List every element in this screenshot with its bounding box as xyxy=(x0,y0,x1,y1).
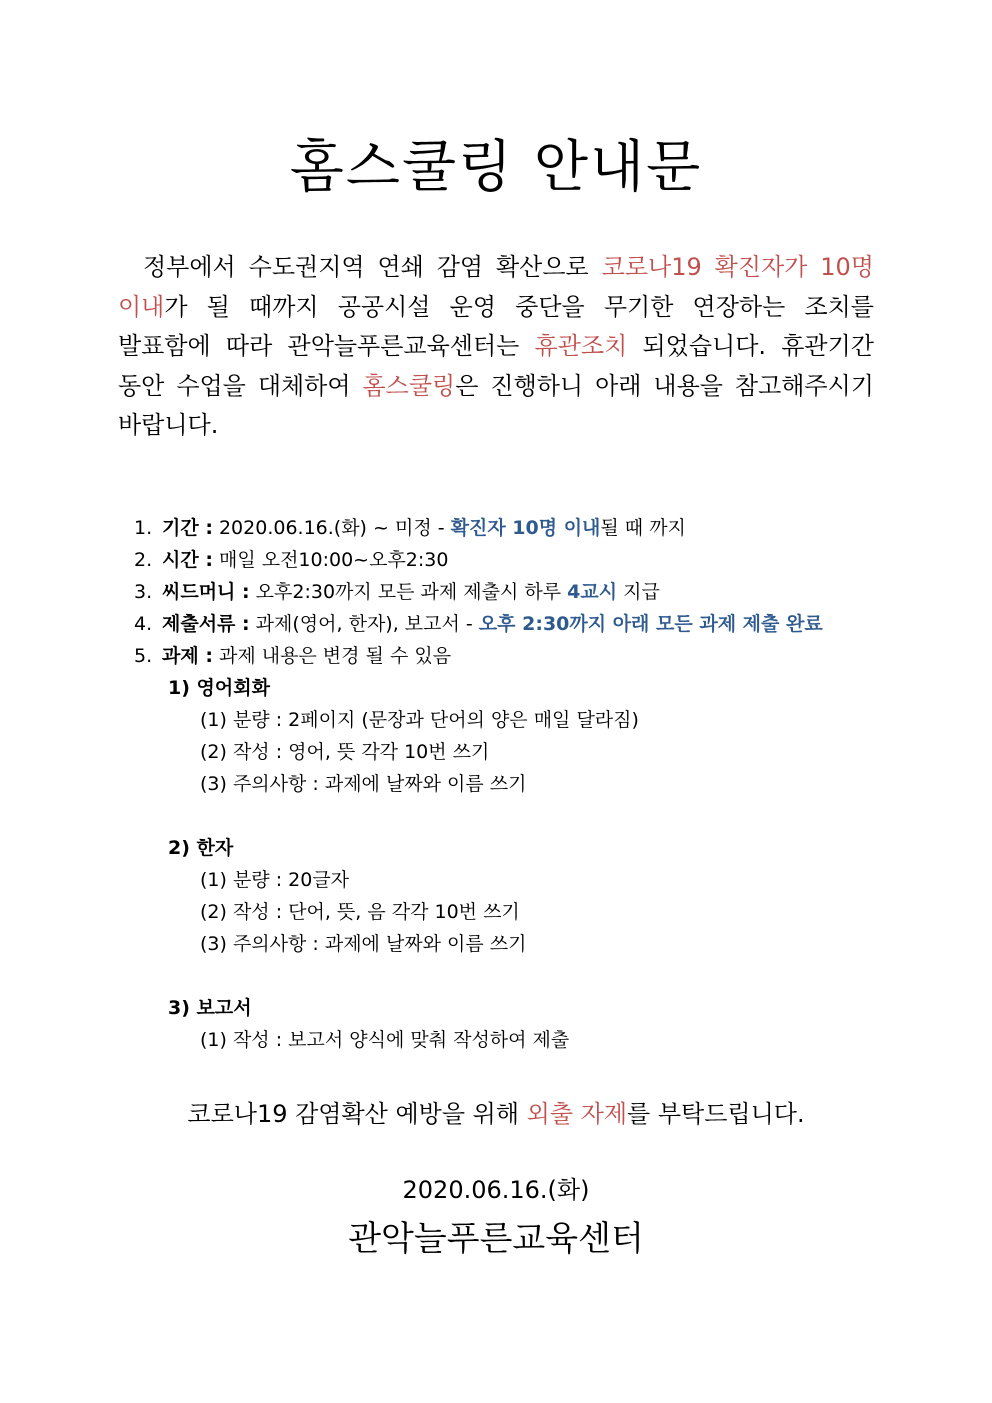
intro-text-4: 은 진행하니 아래 내용을 참고해주시기 바랍니다. xyxy=(118,371,874,439)
intro-text-1: 정부에서 수도권지역 연쇄 감염 확산으로 xyxy=(143,253,602,281)
intro-highlight-homeschooling: 홈스쿨링 xyxy=(362,371,456,400)
list-text: 매일 오전10:00~오후2:30 xyxy=(212,549,449,571)
list-text-tail: 될 때 까지 xyxy=(600,517,686,539)
list-number: 5. xyxy=(134,645,153,667)
list-highlight: 확진자 10명 이내 xyxy=(450,517,601,539)
list-label: 시간 : xyxy=(162,549,213,571)
list-item-documents xyxy=(134,608,894,640)
task-line: (1) 작성 : 보고서 양식에 맞춰 작성하여 제출 xyxy=(200,1029,570,1051)
task-line: (3) 주의사항 : 과제에 날짜와 이름 쓰기 xyxy=(200,773,527,795)
list-item-seed-money xyxy=(134,576,894,608)
list-text: 2020.06.16.(화) ~ 미정 - xyxy=(212,517,451,539)
intro-highlight-closure: 휴관조치 xyxy=(534,332,628,360)
list-label: 과제 : xyxy=(162,645,213,667)
task-line: (1) 분량 : 2페이지 (문장과 단어의 양은 매일 달라짐) xyxy=(200,709,639,731)
list-number: 2. xyxy=(134,549,153,571)
list-highlight: 오후 2:30까지 아래 모든 과제 제출 완료 xyxy=(478,613,823,635)
list-number: 4. xyxy=(134,613,153,635)
info-list xyxy=(134,512,894,1056)
list-text: 오후2:30까지 모든 과제 제출시 하루 xyxy=(249,581,568,603)
list-item-period xyxy=(134,512,894,544)
task-heading-report: 3) 보고서 xyxy=(168,997,252,1019)
task-line: (1) 분량 : 20글자 xyxy=(200,869,350,891)
document-title: 홈스쿨링 안내문 xyxy=(289,135,703,200)
intro-text-3: 되었습니다. 휴관기간 동안 수업을 대체하여 xyxy=(118,332,874,400)
list-text: 과제(영어, 한자), 보고서 - xyxy=(249,613,479,635)
closing-highlight: 외출 자제 xyxy=(526,1100,628,1128)
closing-text-2: 를 부탁드립니다. xyxy=(627,1100,805,1128)
intro-text-2: 가 될 때까지 공공시설 운영 중단을 무기한 연장하는 조치를 발표함에 따라 관악늘푸른교육센터는 xyxy=(118,292,874,360)
document-date: 2020.06.16.(화) xyxy=(402,1176,590,1204)
list-text: 과제 내용은 변경 될 수 있음 xyxy=(212,645,452,667)
task-heading-english: 1) 영어회화 xyxy=(168,677,270,699)
closing-sentence xyxy=(0,1094,992,1134)
intro-paragraph xyxy=(118,248,874,446)
list-label: 제출서류 : xyxy=(162,613,250,635)
spacer xyxy=(134,960,894,992)
list-item-time xyxy=(134,544,894,576)
task-line: (3) 주의사항 : 과제에 날짜와 이름 쓰기 xyxy=(200,933,527,955)
list-item-assignments xyxy=(134,640,894,672)
closing-text-1: 코로나19 감염확산 예방을 위해 xyxy=(187,1100,527,1128)
list-label: 씨드머니 : xyxy=(162,581,250,603)
list-number: 3. xyxy=(134,581,153,603)
list-number: 1. xyxy=(134,517,153,539)
task-line: (2) 작성 : 영어, 뜻 각각 10번 쓰기 xyxy=(200,741,490,763)
list-highlight: 4교시 xyxy=(567,581,618,603)
intro-highlight-confirmed-cases: 코로나19 확진자가 10명 이내 xyxy=(118,253,874,321)
task-heading-hanja: 2) 한자 xyxy=(168,837,234,859)
task-line: (2) 작성 : 단어, 뜻, 음 각각 10번 쓰기 xyxy=(200,901,520,923)
list-text-tail: 지급 xyxy=(617,581,660,603)
list-label: 기간 : xyxy=(162,517,213,539)
spacer xyxy=(134,800,894,832)
organization-name: 관악늘푸른교육센터 xyxy=(348,1219,644,1259)
